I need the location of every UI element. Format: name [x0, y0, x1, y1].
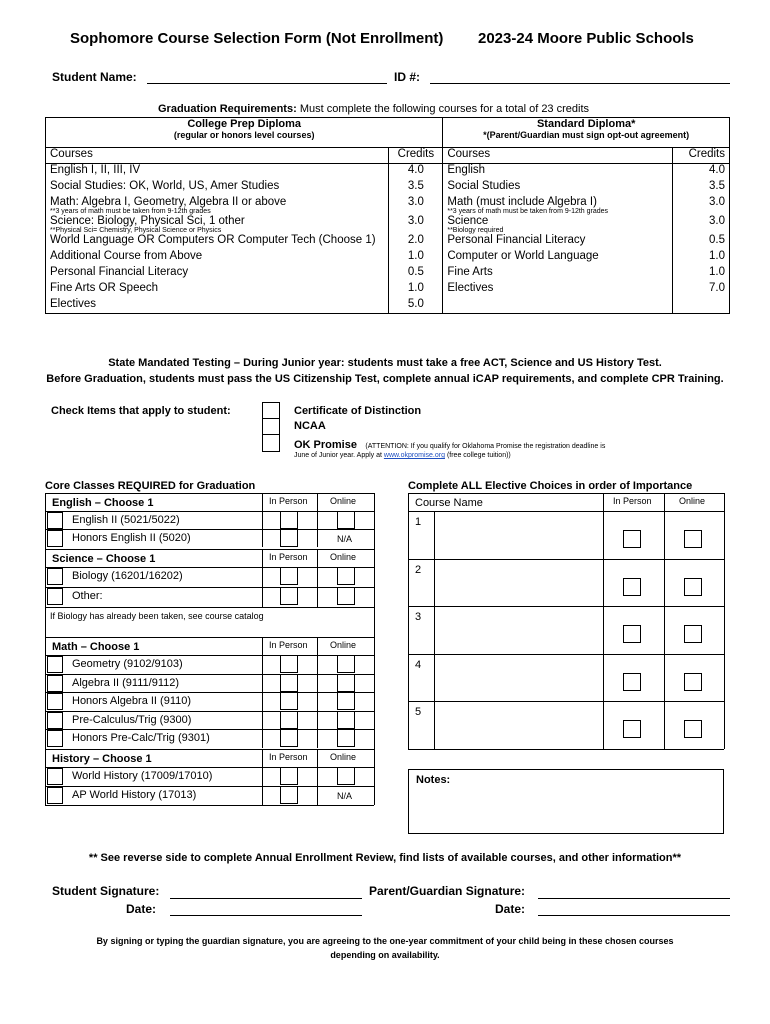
history-select-1[interactable] — [47, 787, 63, 804]
elective-online-checkbox[interactable] — [684, 720, 702, 738]
cp-credits-text: 2.0 — [407, 233, 424, 246]
std-credits-text: 1.0 — [709, 265, 725, 278]
math-online-3[interactable] — [337, 711, 355, 729]
college-prep-subtitle: (regular or honors level courses) — [173, 130, 315, 140]
std-course-text: Fine Arts — [447, 265, 493, 278]
ok-promise-checkbox[interactable] — [262, 434, 280, 452]
guardian-date-label: Date: — [495, 902, 526, 916]
math-course-2: Honors Algebra II (9110) — [72, 695, 192, 708]
cp-course-text: Personal Financial Literacy — [50, 265, 189, 278]
student-date-label: Date: — [126, 902, 157, 916]
ok-promise-note-2 — [294, 452, 511, 459]
math-online-1[interactable] — [337, 674, 355, 692]
ok-promise-row — [294, 435, 605, 453]
grad-row — [46, 215, 730, 234]
elective-online-checkbox[interactable] — [684, 673, 702, 691]
online-header: Online — [330, 496, 357, 506]
math-online-2[interactable] — [337, 692, 355, 710]
cp-credits — [389, 282, 443, 298]
math-in-person-4[interactable] — [280, 729, 298, 747]
math-course-4: Honors Pre-Calc/Trig (9301) — [72, 732, 210, 745]
cp-course-text: Additional Course from Above — [50, 249, 203, 262]
math-select-1[interactable] — [47, 675, 63, 692]
math-online-4[interactable] — [337, 729, 355, 747]
std-course-text: Personal Financial Literacy — [447, 233, 586, 246]
online-header: Online — [330, 752, 357, 762]
cp-course-text: Electives — [50, 297, 97, 310]
cp-course — [46, 234, 389, 250]
grad-requirements-label: Graduation Requirements: — [158, 103, 297, 115]
cp-course-text: Fine Arts OR Speech — [50, 281, 159, 294]
standard-subtitle: *(Parent/Guardian must sign opt-out agreement) — [483, 130, 690, 140]
grad-row — [46, 250, 730, 266]
cp-course-text: Science: Biology, Physical Sci, 1 other — [50, 214, 245, 227]
agreement-line-2: depending on availability. — [330, 950, 440, 960]
testing-line-1: State Mandated Testing – During Junior year: students must take a free ACT, Science and US History Test. — [108, 357, 662, 369]
cp-course-text: Social Studies: OK, World, US, Amer Studies — [50, 179, 280, 192]
elective-course-input[interactable] — [435, 512, 602, 558]
std-credits-text: 4.0 — [709, 164, 725, 176]
math-in-person-2[interactable] — [280, 692, 298, 710]
history-course-0: World History (17009/17010) — [72, 770, 213, 782]
cp-credits — [389, 164, 443, 180]
online-header: Online — [330, 640, 357, 650]
science-online-1[interactable] — [337, 587, 355, 605]
std-course — [443, 164, 673, 180]
cp-course — [46, 266, 389, 282]
district-title: 2023-24 Moore Public Schools — [478, 30, 694, 47]
elective-in-person-checkbox[interactable] — [623, 530, 641, 548]
history-course-1: AP World History (17013) — [72, 789, 197, 801]
science-note: If Biology has already been taken, see course catalog — [50, 611, 264, 621]
ok-promise-note-2b: (free college tuition)) — [446, 452, 511, 459]
std-credits — [672, 266, 729, 282]
form-title: Sophomore Course Selection Form (Not Enrollment) — [70, 30, 444, 47]
std-course — [443, 215, 673, 234]
math-course-0: Geometry (9102/9103) — [72, 658, 183, 670]
check-items-label: Check Items that apply to student: — [51, 405, 231, 417]
grad-row — [46, 282, 730, 298]
cp-credits-text: 3.0 — [407, 214, 424, 227]
course-name-header: Course Name — [415, 497, 483, 509]
reverse-side-note: ** See reverse side to complete Annual Enrollment Review, find lists of available courses, and other information** — [88, 852, 682, 864]
guardian-signature-label: Parent/Guardian Signature: — [369, 884, 526, 898]
elective-online-checkbox[interactable] — [684, 578, 702, 596]
graduation-table — [45, 117, 730, 314]
math-online-0[interactable] — [337, 655, 355, 673]
math-select-4[interactable] — [47, 730, 63, 747]
cp-credits-text: 4.0 — [407, 164, 424, 176]
id-label: ID #: — [394, 70, 421, 84]
elective-online-checkbox[interactable] — [684, 530, 702, 548]
student-name-field[interactable] — [147, 83, 387, 84]
std-course-text: Electives — [447, 281, 494, 294]
ok-promise-label: OK Promise — [294, 439, 357, 451]
std-credits-text: 3.0 — [709, 195, 725, 208]
cp-course-note: **Physical Sci= Chemistry, Physical Science or Physics — [50, 226, 222, 234]
cp-credits-text: 5.0 — [407, 297, 424, 310]
std-course — [443, 180, 673, 196]
cp-credits-text: 3.5 — [407, 179, 424, 192]
cp-course — [46, 180, 389, 196]
elective-number: 3 — [415, 611, 422, 623]
english-header: English – Choose 1 — [52, 497, 154, 509]
student-name-label: Student Name: — [52, 70, 137, 84]
english-select-0[interactable] — [47, 512, 63, 529]
std-course-text: Math (must include Algebra I) — [447, 195, 597, 208]
cp-course — [46, 282, 389, 298]
std-course-note: **Biology required — [447, 226, 504, 234]
std-course — [443, 196, 673, 215]
cp-course-text: World Language OR Computers OR Computer Tech (Choose 1) — [50, 233, 376, 246]
in-person-header: In Person — [269, 552, 308, 562]
elective-course-input[interactable] — [435, 702, 602, 748]
cp-course — [46, 250, 389, 266]
std-course — [443, 266, 673, 282]
cp-credits — [389, 196, 443, 215]
cp-credits — [389, 180, 443, 196]
grad-row — [46, 298, 730, 314]
testing-line-2: Before Graduation, students must pass the US Citizenship Test, complete annual iCAP requirements, and complete CPR Training. — [46, 373, 724, 385]
cp-credits-text: 1.0 — [407, 249, 424, 262]
science-select-0[interactable] — [47, 568, 63, 585]
cp-credits-text: 3.0 — [407, 195, 424, 208]
ok-promise-note-2a: June of Junior year. Apply at — [294, 452, 382, 459]
elective-number: 2 — [415, 563, 422, 576]
std-credits — [672, 196, 729, 215]
guardian-signature-field[interactable] — [538, 898, 730, 899]
cp-course — [46, 298, 389, 314]
history-select-0[interactable] — [47, 768, 63, 785]
in-person-header: In Person — [269, 752, 308, 762]
cp-course — [46, 164, 389, 180]
cp-course — [46, 196, 389, 215]
grad-row — [46, 234, 730, 250]
std-course-text: Social Studies — [447, 179, 521, 192]
math-in-person-1[interactable] — [280, 674, 298, 692]
cp-credits-text: 1.0 — [407, 281, 424, 294]
elective-in-person-checkbox[interactable] — [623, 578, 641, 596]
english-in-person-1[interactable] — [280, 529, 298, 547]
cp-course-text: English I, II, III, IV — [50, 164, 141, 176]
cp-credits — [389, 298, 443, 314]
math-select-2[interactable] — [47, 693, 63, 710]
std-course — [443, 234, 673, 250]
grad-row — [46, 196, 730, 215]
math-in-person-3[interactable] — [280, 711, 298, 729]
cp-credits-text: 0.5 — [407, 265, 424, 278]
history-in-person-0[interactable] — [280, 767, 298, 785]
ok-promise-link[interactable]: www.okpromise.org — [383, 452, 445, 459]
grad-requirements-text: Must complete the following courses for a total of 23 credits — [299, 103, 590, 115]
elective-course-input[interactable] — [435, 560, 602, 606]
science-online-0[interactable] — [337, 567, 355, 585]
cp-credits — [389, 250, 443, 266]
elective-in-person-checkbox[interactable] — [623, 720, 641, 738]
na-label: N/A — [337, 534, 353, 544]
history-in-person-1[interactable] — [280, 786, 298, 804]
id-field[interactable] — [430, 83, 730, 84]
agreement-line-1: By signing or typing the guardian signature, you are agreeing to the one-year commitment of your child being in these chosen courses — [96, 936, 674, 946]
standard-title: Standard Diploma* — [536, 118, 636, 130]
elective-number: 4 — [415, 658, 422, 671]
english-course-0: English II (5021/5022) — [72, 514, 180, 526]
std-credits — [672, 250, 729, 266]
science-in-person-1[interactable] — [280, 587, 298, 605]
grad-row — [46, 180, 730, 196]
std-credits-header: Credits — [672, 148, 729, 164]
std-course — [443, 298, 673, 314]
cp-credits-header: Credits — [389, 148, 443, 164]
std-credits-text: 1.0 — [709, 249, 725, 262]
elective-online-checkbox[interactable] — [684, 625, 702, 643]
cp-course — [46, 215, 389, 234]
cp-credits — [389, 215, 443, 234]
cp-credits — [389, 234, 443, 250]
student-date-field[interactable] — [170, 915, 362, 916]
elective-course-input[interactable] — [435, 655, 602, 701]
core-title: Core Classes REQUIRED for Graduation — [45, 480, 256, 492]
elective-course-input[interactable] — [435, 607, 602, 653]
electives-title: Complete ALL Elective Choices in order of Importance — [408, 480, 693, 492]
math-select-0[interactable] — [47, 656, 63, 673]
guardian-date-field[interactable] — [538, 915, 730, 916]
ok-promise-note: (ATTENTION: If you qualify for Oklahoma Promise the registration deadline is — [365, 443, 606, 450]
notes-label: Notes: — [416, 774, 451, 786]
math-select-3[interactable] — [47, 712, 63, 729]
na-label: N/A — [337, 791, 353, 801]
english-course-1: Honors English II (5020) — [72, 532, 191, 544]
student-signature-label: Student Signature: — [52, 884, 160, 898]
math-in-person-0[interactable] — [280, 655, 298, 673]
history-header: History – Choose 1 — [52, 753, 152, 765]
science-in-person-0[interactable] — [280, 567, 298, 585]
history-online-0[interactable] — [337, 767, 355, 785]
std-credits-text: 7.0 — [709, 281, 725, 294]
std-credits — [672, 234, 729, 250]
student-signature-field[interactable] — [170, 898, 362, 899]
std-credits — [672, 180, 729, 196]
notes-box[interactable] — [408, 769, 724, 834]
std-credits — [672, 298, 729, 314]
math-course-3: Pre-Calculus/Trig (9300) — [72, 713, 192, 726]
std-courses-header: Courses — [443, 148, 673, 164]
in-person-header: In Person — [269, 640, 308, 650]
std-course-text: Science — [447, 214, 489, 227]
grad-requirements — [158, 103, 589, 115]
in-person-header: In Person — [269, 496, 308, 506]
elective-in-person-header: In Person — [613, 496, 652, 506]
std-credits-text: 3.0 — [709, 214, 725, 227]
std-credits-text: 0.5 — [709, 233, 725, 246]
science-header: Science – Choose 1 — [52, 553, 156, 565]
online-header: Online — [330, 552, 357, 562]
std-course — [443, 250, 673, 266]
english-select-1[interactable] — [47, 530, 63, 547]
std-credits — [672, 215, 729, 234]
elective-number: 1 — [415, 516, 422, 528]
elective-online-header: Online — [679, 496, 706, 506]
college-prep-title: College Prep Diploma — [187, 118, 302, 130]
std-course-text: Computer or World Language — [447, 249, 599, 262]
grad-row — [46, 164, 730, 180]
grad-row — [46, 266, 730, 282]
cp-credits — [389, 266, 443, 282]
math-course-1: Algebra II (9111/9112) — [72, 676, 180, 689]
distinction-label: Certificate of Distinction — [294, 405, 422, 417]
science-course-0: Biology (16201/16202) — [72, 570, 183, 582]
science-select-1[interactable] — [47, 588, 63, 605]
std-course-note: **3 years of math must be taken from 9-12th grades — [447, 207, 609, 215]
english-online-0[interactable] — [337, 511, 355, 529]
std-credits — [672, 164, 729, 180]
elective-number: 5 — [415, 706, 422, 718]
elective-in-person-checkbox[interactable] — [623, 625, 641, 643]
english-in-person-0[interactable] — [280, 511, 298, 529]
std-credits — [672, 282, 729, 298]
std-credits-text: 3.5 — [709, 179, 725, 192]
cp-course-note: **3 years of math must be taken from 9-12th grades — [50, 207, 211, 215]
cp-courses-header: Courses — [46, 148, 389, 164]
math-header: Math – Choose 1 — [52, 641, 140, 653]
elective-in-person-checkbox[interactable] — [623, 673, 641, 691]
std-course — [443, 282, 673, 298]
std-course-text: English — [447, 164, 486, 176]
ncaa-label: NCAA — [294, 420, 326, 432]
cp-course-text: Math: Algebra I, Geometry, Algebra II or above — [50, 195, 287, 208]
science-course-1: Other: — [72, 590, 103, 602]
